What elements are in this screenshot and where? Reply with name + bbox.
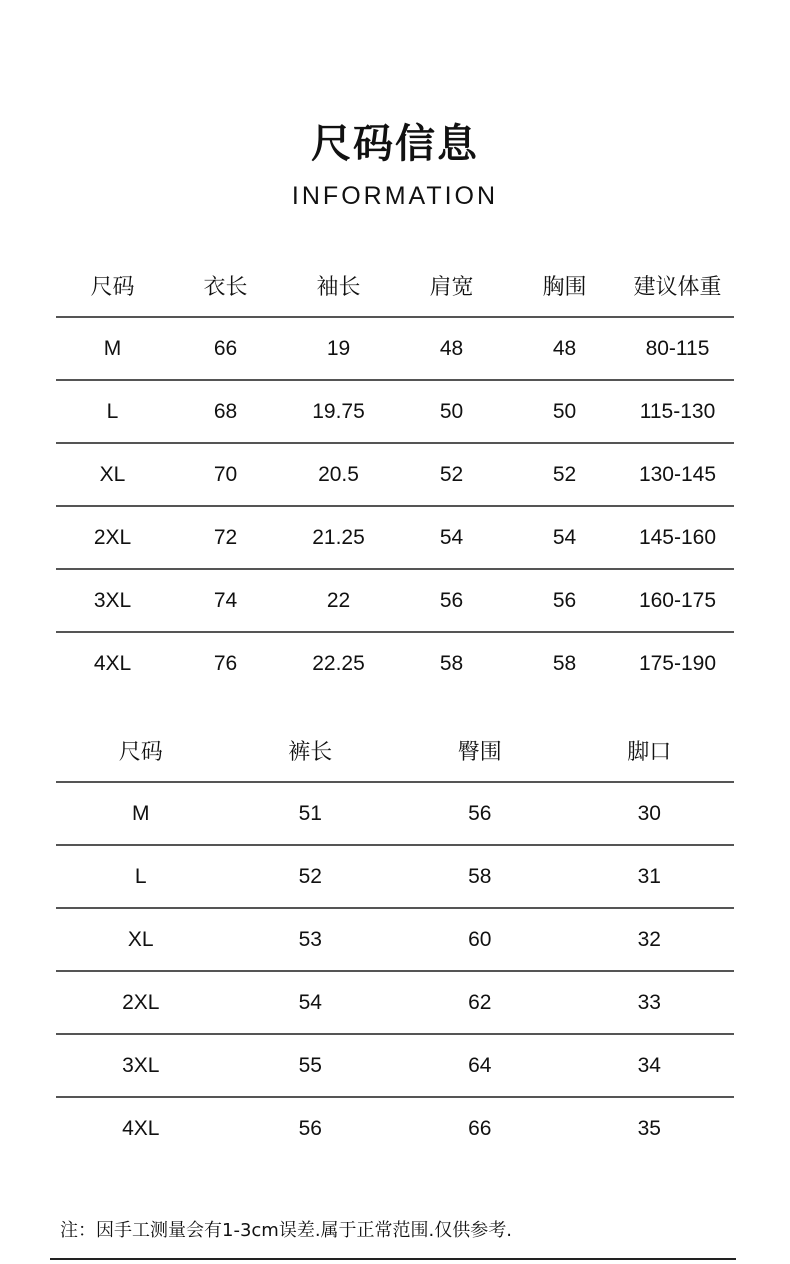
- table-cell: 58: [468, 864, 492, 888]
- table-cell: 68: [213, 399, 238, 423]
- table-cell: 4XL: [93, 651, 132, 675]
- page-subtitle: INFORMATION: [291, 182, 499, 210]
- bottom-size-table: [56, 720, 734, 1159]
- table-cell: 115-130: [639, 399, 716, 423]
- table-cell: 2XL: [93, 525, 132, 549]
- table-cell: 80-115: [645, 336, 710, 360]
- table-cell: 54: [439, 525, 464, 549]
- table-cell: 4XL: [122, 1116, 160, 1140]
- table-cell: 64: [468, 1053, 492, 1077]
- table-cell: 31: [637, 864, 661, 888]
- measurement-note: 注：因手工测量会有1-3cm误差.属于正常范围.仅供参考.: [60, 1220, 512, 1241]
- table-row: [56, 907, 734, 970]
- table-cell: 74: [213, 588, 238, 612]
- table-row: [56, 631, 734, 694]
- table-cell: 53: [298, 927, 322, 951]
- table-cell: 175-190: [638, 651, 717, 675]
- table-cell: 70: [213, 462, 238, 486]
- table-cell: 30: [637, 801, 661, 825]
- header-cell-pants-length: 裤长: [288, 740, 333, 765]
- table-cell: 58: [552, 651, 577, 675]
- table-cell: 52: [298, 864, 322, 888]
- table-cell: 50: [552, 399, 577, 423]
- table-cell: 54: [298, 990, 322, 1014]
- header-cell-size: 尺码: [118, 740, 163, 765]
- table-cell: 48: [552, 336, 577, 360]
- table-cell: 22.25: [312, 651, 365, 675]
- table-cell: 52: [552, 462, 577, 486]
- table-row: [56, 1096, 734, 1159]
- table-cell: 160-175: [638, 588, 717, 612]
- table-cell: 72: [213, 525, 238, 549]
- header-cell-leg-opening: 脚口: [627, 740, 672, 765]
- table-row: [56, 568, 734, 631]
- table-cell: M: [103, 336, 122, 360]
- table-cell: 56: [552, 588, 577, 612]
- header-cell-size: 尺码: [90, 275, 135, 300]
- table-row: [56, 379, 734, 442]
- table-row: [56, 844, 734, 907]
- table-cell: 20.5: [318, 462, 359, 486]
- table-cell: 3XL: [93, 588, 132, 612]
- table-cell: 32: [637, 927, 661, 951]
- table-cell: 58: [439, 651, 464, 675]
- table-cell: 130-145: [638, 462, 717, 486]
- table-cell: L: [134, 864, 147, 888]
- table-cell: 33: [637, 990, 661, 1014]
- table-cell: 60: [468, 927, 492, 951]
- header-cell-weight: 建议体重: [633, 275, 722, 300]
- header-cell-hip: 臀围: [457, 740, 502, 765]
- table-cell: 19.75: [312, 399, 365, 423]
- table-cell: 52: [439, 462, 464, 486]
- table-cell: 34: [637, 1053, 661, 1077]
- top-size-table: [56, 255, 734, 694]
- page-title: 尺码信息: [311, 121, 479, 167]
- table-cell: M: [132, 801, 150, 825]
- table-cell: 54: [552, 525, 577, 549]
- header-cell-chest: 胸围: [542, 275, 587, 300]
- table-cell: 19: [326, 336, 351, 360]
- table-row: [56, 442, 734, 505]
- table-cell: 51: [298, 801, 322, 825]
- table-row: [56, 781, 734, 844]
- table-cell: XL: [127, 927, 154, 951]
- table-cell: 35: [637, 1116, 661, 1140]
- table-cell: 50: [439, 399, 464, 423]
- table-row: [56, 505, 734, 568]
- table-cell: 145-160: [638, 525, 717, 549]
- bottom-divider: [50, 1258, 736, 1260]
- table-cell: 56: [439, 588, 464, 612]
- table-cell: 55: [298, 1053, 322, 1077]
- table-cell: 48: [439, 336, 464, 360]
- table-header-row: [56, 720, 734, 781]
- table-cell: 62: [468, 990, 492, 1014]
- table-cell: 21.25: [312, 525, 365, 549]
- table-cell: L: [106, 399, 119, 423]
- table-header-row: [56, 255, 734, 316]
- table-cell: 3XL: [122, 1053, 160, 1077]
- table-cell: 2XL: [122, 990, 160, 1014]
- table-cell: 22: [326, 588, 351, 612]
- table-row: [56, 970, 734, 1033]
- table-cell: 66: [213, 336, 238, 360]
- table-cell: 66: [468, 1116, 492, 1140]
- table-row: [56, 1033, 734, 1096]
- table-row: [56, 316, 734, 379]
- table-cell: 76: [213, 651, 238, 675]
- header-cell-sleeve: 袖长: [316, 275, 361, 300]
- table-cell: 56: [468, 801, 492, 825]
- header-cell-shoulder: 肩宽: [429, 275, 474, 300]
- table-cell: 56: [298, 1116, 322, 1140]
- header-cell-length: 衣长: [203, 275, 248, 300]
- table-cell: XL: [99, 462, 126, 486]
